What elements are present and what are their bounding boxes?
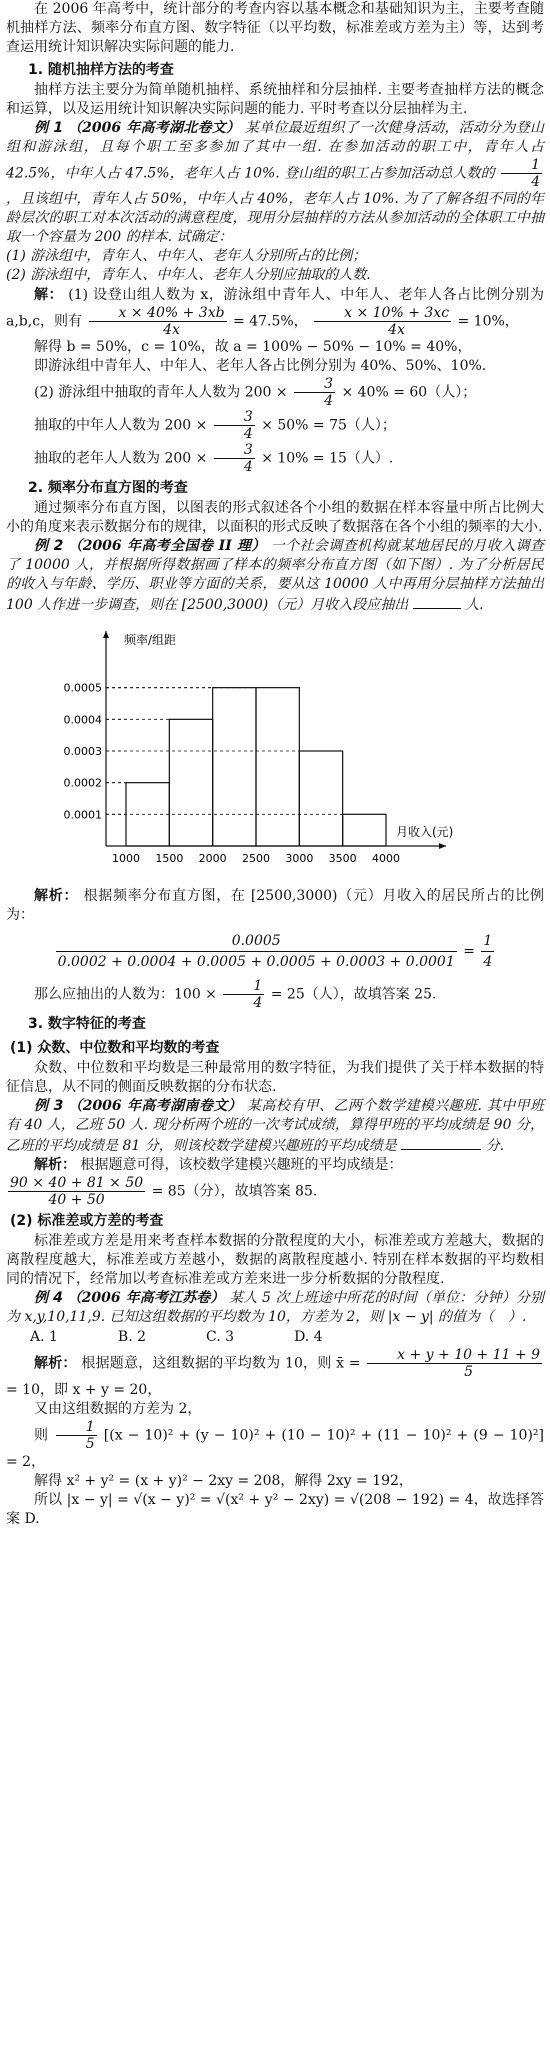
example-1-label: 例 1: [34, 120, 64, 136]
frac-num: 3: [214, 409, 255, 426]
answer-options: [6, 1327, 544, 1347]
frac-num: x × 40% + 3xb: [89, 305, 227, 322]
y-axis-arrow: [103, 631, 109, 638]
example-2-text: 一个社会调查机构就某地居民的月收入调查了 10000 人，并根据所得数据画了样本的频率分布直方图（如下图）. 为了分析居民的收入与年龄、学历、职业等方面的关系，要从这 10000 人中再用分层抽样方法抽出 100 人作进一步调查，则在 [2500,3000)（元）月收入段应抽出: [6, 538, 545, 613]
text: 抽取的老年人人数为 200 ×: [34, 450, 208, 467]
frac-num: 1: [56, 1419, 97, 1436]
subsection-1-text: 众数、中位数和平均数是三种最常用的数字特征，为我们提供了关于样本数据的特征信息，从不同的侧面反映数据的分布状态.: [6, 1060, 544, 1095]
text: 人.: [465, 597, 484, 613]
fraction-one-quarter: [501, 157, 542, 190]
answer-blank: [401, 1135, 481, 1150]
text: 根据频率分布直方图，在 [2500,3000)（元）月收入的居民所占的比例为：: [6, 888, 544, 923]
x-tick-label: 4000: [372, 852, 400, 865]
frac-num: 0.0005: [56, 931, 457, 952]
text: = 10，即 x + y = 20，: [6, 1382, 162, 1398]
question-1: (1) 游泳组中，青年人、中年人、老年人分别所占的比例；: [6, 248, 367, 264]
subsection-2-text: 标准差或方差是用来考查样本数据的分散程度的大小，标准差或方差越大，数据的离散程度越大，标准差或方差越小，数据的离散程度越小. 特别在样本数据的平均数相同的情况下，经常加以考查标准差或方差来进一步分析数据的分散程度.: [6, 1233, 544, 1287]
proportion-fraction: [56, 931, 457, 972]
text: 抽取的中年人人数为 200 ×: [34, 417, 208, 434]
frac-num: x + y + 10 + 11 + 9: [367, 1347, 542, 1364]
frac-den: 5: [464, 1364, 474, 1380]
x-tick-label: 2500: [242, 852, 270, 865]
x-tick-label: 1500: [155, 852, 184, 865]
solution-example-4-result: 所以 |x − y| = √(x − y)² = √(x² + y² − 2xy) = √(208 − 192) = 4，故选择答案 D.: [6, 1492, 544, 1527]
option-a: A. 1: [30, 1329, 58, 1345]
text: 根据题意，这组数据的平均数为 10，则 x̄ =: [81, 1355, 361, 1372]
section-2-text: 通过频率分布直方图，以图表的形式叙述各个小组的数据在样本容量中所占比例大小的角度来表示数据分布的规律，以面积的形式反映了数据落在各个小组的频率的大小.: [6, 500, 544, 535]
example-4: [6, 1289, 544, 1327]
y-tick-label: 0.0001: [63, 808, 102, 822]
frac-num: 90 × 40 + 81 × 50: [10, 1175, 144, 1191]
example-4-text: 某人 5 次上班途中所花的时间（单位：分钟）分别为 x,y,10,11,9. 已知这组数据的平均数为 10，方差为 2，则 |x − y| 的值为（ ）.: [6, 1290, 544, 1325]
equation-f1-value: = 47.5%，: [233, 313, 308, 330]
example-3: [6, 1097, 544, 1156]
fraction-one-quarter: [481, 931, 494, 972]
solution-example-2-result: [6, 978, 544, 1011]
mean-fraction: [367, 1347, 542, 1380]
proportion-equation: [6, 931, 544, 972]
fraction-three-quarters: [294, 376, 335, 409]
x-tick-label: 1000: [112, 852, 140, 865]
frac-den: 4: [531, 174, 540, 190]
x-tick-label: 3500: [328, 852, 357, 865]
solution-1-text: (1) 设登山组人数为 x，游泳组中青年人、中年人、老年人各占比例分别为 a,b,c，则有: [6, 287, 545, 330]
solution-label: 解析：: [34, 888, 79, 904]
text: (2) 游泳组中抽取的青年人人数为 200 ×: [34, 384, 288, 401]
text: = 25（人），故填答案 25.: [270, 986, 437, 1003]
text: 则: [34, 1427, 49, 1444]
frac-num: 1: [501, 157, 542, 174]
frac-den: 4: [483, 954, 493, 970]
fraction-one-quarter: [223, 978, 264, 1011]
histogram-bar: [343, 814, 386, 846]
question-2: (2) 游泳组中，青年人、中年人、老年人分别应抽取的人数.: [6, 267, 371, 283]
frac-den: 5: [85, 1436, 95, 1452]
example-4-label: 例 4: [34, 1290, 63, 1306]
solution-2-elder: [6, 442, 544, 475]
solution-example-4-variance: 又由这组数据的方差为 2，: [34, 1401, 202, 1417]
solution-2-middle: [6, 409, 544, 442]
example-1-text-b: ，且该组中，青年人占 50%，中年人占 40%，老年人占 10%. 为了了解各组不同的年龄层次的职工对本次活动的满意程度，现用分层抽样的方法从参加活动的全体职工中抽取一个容量为 200 的样本. 试确定：: [6, 191, 544, 245]
section-2-heading: 2. 频率分布直方图的考查: [28, 480, 188, 496]
solution-example-2: [6, 887, 544, 925]
solution-1-conclusion: 即游泳组中青年人、中年人、老年人各占比例分别为 40%、50%、10%.: [34, 358, 487, 374]
example-1-source: （2006 年高考湖北卷文）: [67, 120, 241, 136]
frac-den: 4: [243, 426, 253, 442]
section-1-text: 抽样方法主要分为简单随机抽样、系统抽样和分层抽样. 主要考查抽样方法的概念和运算，以及运用统计知识解决实际问题的能力. 平时考查以分层抽样为主.: [6, 82, 544, 117]
histogram-bar: [256, 688, 299, 846]
solution-label: 解析：: [34, 1355, 77, 1372]
text: 那么应抽出的人数为：100 ×: [34, 986, 217, 1003]
example-3-source: （2006 年高考湖南卷文）: [68, 1098, 243, 1114]
document-page: [6, 0, 544, 1529]
example-3-label: 例 3: [34, 1098, 64, 1114]
histogram-chart: [36, 621, 454, 881]
example-2-source: （2006 年高考全国卷 II 理）: [68, 538, 266, 554]
frac-num: x × 10% + 3xc: [314, 305, 451, 322]
answer-blank: [413, 594, 461, 609]
solution-example-4: [6, 1347, 544, 1400]
example-4-source: （2006 年高考江苏卷）: [67, 1290, 225, 1306]
text: × 10% = 15（人）.: [261, 450, 394, 467]
option-c: C. 3: [206, 1329, 235, 1345]
x-axis-arrow: [439, 843, 446, 849]
frac-den: 40 + 50: [48, 1192, 105, 1208]
solution-example-3: [6, 1156, 544, 1175]
fraction-f2: [314, 305, 451, 338]
variance-equation: [6, 1419, 544, 1472]
text: [(x − 10)² + (y − 10)² + (10 − 10)² + (11 − 10)² + (9 − 10)²] = 2，: [6, 1427, 545, 1470]
y-axis-label: 频率/组距: [124, 633, 177, 647]
histogram-bar: [213, 688, 256, 846]
x-axis-label: 月收入(元): [396, 825, 454, 839]
fraction-three-quarters: [214, 442, 255, 475]
frac-den: 0.0002 + 0.0004 + 0.0005 + 0.0005 + 0.0003 + 0.0001: [57, 954, 455, 970]
solution-example-4-solve: 解得 x² + y² = (x + y)² − 2xy = 208，解得 2xy = 192，: [34, 1473, 413, 1489]
example-1-text-a: 某单位最近组织了一次健身活动，活动分为登山组和游泳组，且每个职工至多参加了其中一组. 在参加活动的职工中，青年人占 42.5%，中年人占 47.5%，老年人占 10%. 登山组的职工占参加活动总人数的: [6, 120, 545, 182]
frac-num: 1: [223, 978, 264, 995]
average-fraction: [8, 1175, 145, 1208]
y-tick-label: 0.0005: [63, 681, 102, 695]
histogram-svg: [36, 621, 454, 881]
fraction-one-fifth: [56, 1419, 97, 1452]
solution-2-youth: [6, 376, 544, 409]
subsection-1-heading: (1) 众数、中位数和平均数的考查: [10, 1040, 220, 1056]
equation-f2-value: = 10%，: [457, 313, 519, 330]
section-3-heading: 3. 数字特征的考查: [28, 1016, 146, 1032]
y-tick-label: 0.0003: [63, 745, 102, 758]
frac-den: 4: [324, 393, 334, 409]
intro-paragraph: 在 2006 年高考中，统计部分的考查内容以基本概念和基础知识为主，主要考查随机抽样方法、频率分布直方图、数字特征（以平均数，标准差或方差为主）等，达到考查运用统计知识解决实际问题的能力.: [6, 1, 544, 55]
subsection-2-heading: (2) 标准差或方差的考查: [10, 1213, 164, 1229]
example-1: [6, 119, 544, 247]
fraction-three-quarters: [214, 409, 255, 442]
fraction-f1: [89, 305, 227, 338]
x-tick-label: 3000: [285, 852, 314, 865]
text: × 50% = 75（人）；: [261, 417, 396, 434]
frac-den: 4x: [388, 322, 405, 338]
frac-den: 4: [243, 459, 253, 475]
text: × 40% = 60（人）；: [341, 384, 477, 401]
example-2-label: 例 2: [34, 538, 64, 554]
option-d: D. 4: [294, 1329, 323, 1345]
frac-num: 1: [481, 931, 494, 952]
example-2: [6, 537, 544, 615]
solution-1: [6, 285, 544, 338]
equals-sign: =: [463, 943, 475, 960]
y-tick-label: 0.0002: [63, 776, 102, 790]
text: 根据题意可得，该校数学建模兴趣班的平均成绩是：: [80, 1157, 403, 1173]
text: 分.: [485, 1138, 505, 1154]
text: = 85（分），故填答案 85.: [151, 1183, 318, 1200]
frac-den: 4: [253, 995, 263, 1011]
solution-label: 解：: [34, 287, 64, 303]
x-tick-label: 2000: [198, 852, 227, 865]
y-tick-label: 0.0004: [63, 713, 102, 727]
histogram-bar: [169, 719, 212, 846]
frac-num: 3: [294, 376, 335, 393]
frac-den: 4x: [163, 322, 180, 338]
solution-example-3-equation: [6, 1175, 544, 1208]
histogram-bar: [299, 751, 342, 846]
example-3-text: 某高校有甲、乙两个数学建模兴趣班. 其中甲班有 40 人，乙班 50 人. 现分析两个班的一次考试成绩，算得甲班的平均成绩是 90 分，乙班的平均成绩是 81 分，则该校数学建模兴趣班的平均成绩是: [6, 1098, 545, 1154]
frac-num: 3: [214, 442, 255, 459]
option-b: B. 2: [117, 1329, 147, 1345]
solution-1-result: 解得 b = 50%，c = 10%，故 a = 100% − 50% − 10% = 40%，: [34, 339, 472, 355]
section-1-heading: 1. 随机抽样方法的考查: [28, 62, 174, 78]
solution-label: 解析：: [34, 1157, 76, 1173]
